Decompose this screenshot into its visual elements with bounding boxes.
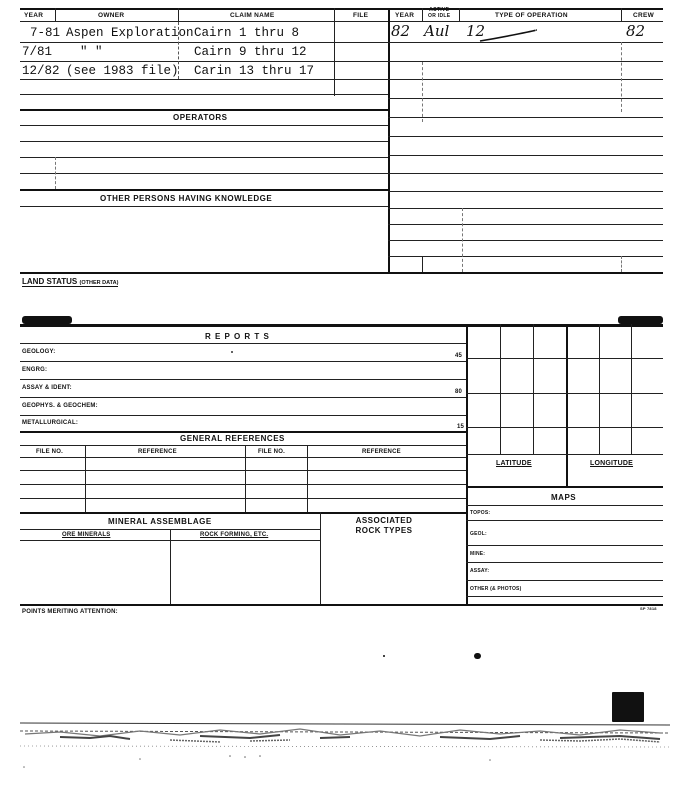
col-divider	[245, 445, 246, 512]
section-rule	[20, 189, 388, 191]
col-divider	[422, 62, 423, 122]
report-assay: ASSAY & IDENT:	[22, 385, 72, 391]
bottom-rule	[20, 604, 663, 606]
activity-active: Aul	[424, 22, 450, 40]
general-references-title: GENERAL REFERENCES	[180, 434, 285, 443]
row-line	[20, 173, 388, 174]
report-geology-num: 45	[455, 353, 463, 359]
header-rule	[20, 21, 663, 22]
top-border	[20, 8, 663, 10]
row-line	[466, 562, 663, 563]
row-line	[466, 505, 663, 506]
grid-divider	[631, 324, 632, 454]
gr-header-reference-1: REFERENCE	[138, 449, 177, 455]
header-claim-name: CLAIM NAME	[230, 12, 275, 19]
row-line	[388, 155, 663, 156]
grid-divider	[566, 324, 568, 486]
row-line	[388, 224, 663, 225]
col-divider	[422, 256, 423, 272]
row-line	[20, 540, 320, 541]
col-divider	[320, 512, 321, 604]
report-assay-num: 80	[455, 389, 463, 395]
header-file: FILE	[353, 12, 369, 19]
row-line	[388, 240, 663, 241]
section-rule	[20, 272, 663, 274]
col-divider	[307, 445, 308, 512]
section-rule	[20, 109, 388, 111]
gr-header-reference-2: REFERENCE	[362, 449, 401, 455]
col-divider	[334, 8, 335, 22]
row-line	[388, 136, 663, 137]
longitude-label: LONGITUDE	[590, 460, 634, 467]
rock-forming-header: ROCK FORMING, ETC.	[200, 532, 269, 538]
row-line	[20, 379, 466, 380]
claim-row-1-owner: Aspen Exploration	[66, 26, 194, 40]
row-line	[388, 191, 663, 192]
col-divider	[55, 8, 56, 22]
grid-line	[466, 427, 663, 428]
report-geophys: GEOPHYS. & GEOCHEM:	[22, 403, 98, 409]
col-divider	[621, 256, 622, 272]
row-line	[20, 125, 388, 126]
ink-spot	[474, 653, 481, 659]
maps-topos: TOPOS:	[470, 510, 491, 516]
maps-mine: MINE:	[470, 551, 486, 557]
header-type-of-operation: TYPE OF OPERATION	[495, 12, 568, 19]
grid-divider	[599, 324, 600, 454]
form-code: SP 7818	[640, 606, 657, 611]
row-line	[466, 545, 663, 546]
row-line	[466, 580, 663, 581]
row-line	[20, 457, 466, 458]
row-line	[20, 445, 466, 446]
maps-other: OTHER (& PHOTOS)	[470, 586, 522, 592]
row-line	[20, 498, 466, 499]
ore-minerals-header: ORE MINERALS	[62, 532, 111, 538]
report-metallurgical-num: 15	[457, 424, 465, 430]
associated-rock-types-title: ASSOCIATED ROCK TYPES	[355, 516, 413, 535]
header-year-2: YEAR	[395, 12, 415, 19]
claim-row-2-year: 7/81	[22, 45, 53, 59]
claim-row-2-claim: Cairn 9 thru 12	[194, 45, 307, 59]
row-line	[466, 596, 663, 597]
col-divider	[459, 8, 460, 22]
operators-title: OPERATORS	[173, 113, 228, 122]
claim-row-1-year: 7-81	[30, 26, 61, 40]
row-line	[20, 94, 388, 95]
col-divider	[462, 208, 463, 272]
col-divider	[334, 22, 335, 96]
row-line	[20, 141, 388, 142]
claim-row-3-owner: (see 1983 file)	[66, 64, 179, 78]
claim-row-3-year: 12/82	[22, 64, 60, 78]
land-status-label: LAND STATUS	[22, 277, 78, 286]
report-metallurgical: METALLURGICAL:	[22, 420, 79, 426]
maps-assay: ASSAY:	[470, 568, 490, 574]
reports-title: R E P O R T S	[205, 332, 270, 341]
row-line	[388, 208, 663, 209]
section-rule	[20, 512, 466, 514]
grid-line	[466, 393, 663, 394]
report-engrg: ENGRG:	[22, 367, 48, 373]
row-line	[20, 343, 466, 344]
other-persons-title: OTHER PERSONS HAVING KNOWLEDGE	[100, 194, 273, 203]
header-crew: CREW	[633, 12, 655, 19]
row-line	[20, 470, 466, 471]
activity-crew: 82	[626, 22, 646, 40]
gr-header-file-no-2: FILE NO.	[258, 449, 285, 455]
activity-year: 82	[391, 22, 411, 40]
land-status-title	[22, 277, 118, 287]
row-line	[20, 61, 388, 62]
col-divider	[178, 22, 179, 79]
land-status-sub: (OTHER DATA)	[79, 280, 119, 286]
row-line	[20, 397, 466, 398]
report-geology: GEOLOGY:	[22, 349, 56, 355]
claim-row-3-claim: Carin 13 thru 17	[194, 64, 315, 78]
main-divider	[388, 8, 390, 273]
maps-title: MAPS	[551, 493, 577, 502]
col-divider	[621, 42, 622, 112]
row-line	[20, 79, 388, 80]
row-line	[20, 361, 466, 362]
col-divider	[85, 445, 86, 512]
col-divider	[178, 8, 179, 22]
row-line	[20, 415, 466, 416]
row-line	[20, 206, 388, 207]
points-meriting-attention: POINTS MERITING ATTENTION:	[22, 609, 118, 615]
grid-divider	[533, 324, 534, 454]
row-line	[388, 173, 663, 174]
speck	[231, 351, 233, 353]
scan-noise-band	[20, 712, 670, 772]
maps-geol: GEOL:	[470, 531, 487, 537]
redaction-mark	[618, 316, 663, 324]
row-line	[466, 520, 663, 521]
section-rule	[20, 431, 466, 433]
grid-divider	[500, 324, 501, 454]
activity-operation: 12	[466, 22, 486, 40]
col-divider	[55, 157, 56, 189]
col-divider	[621, 8, 622, 22]
grid-line	[466, 454, 663, 455]
claim-row-2-owner: " "	[80, 45, 103, 59]
section-rule	[466, 486, 663, 488]
speck	[383, 655, 385, 657]
col-divider	[422, 8, 423, 22]
grid-line	[466, 358, 663, 359]
redaction-mark	[22, 316, 72, 324]
header-owner: OWNER	[98, 12, 125, 19]
mineral-assemblage-title: MINERAL ASSEMBLAGE	[108, 517, 212, 526]
claim-row-1-claim: Cairn 1 thru 8	[194, 26, 300, 40]
row-line	[20, 157, 388, 158]
row-line	[20, 42, 388, 43]
gr-header-file-no-1: FILE NO.	[36, 449, 63, 455]
row-line	[20, 484, 466, 485]
row-line	[388, 117, 663, 118]
latitude-label: LATITUDE	[496, 460, 532, 467]
header-year: YEAR	[24, 12, 44, 19]
header-active-idle: ACTIVE OR IDLE	[428, 7, 451, 19]
